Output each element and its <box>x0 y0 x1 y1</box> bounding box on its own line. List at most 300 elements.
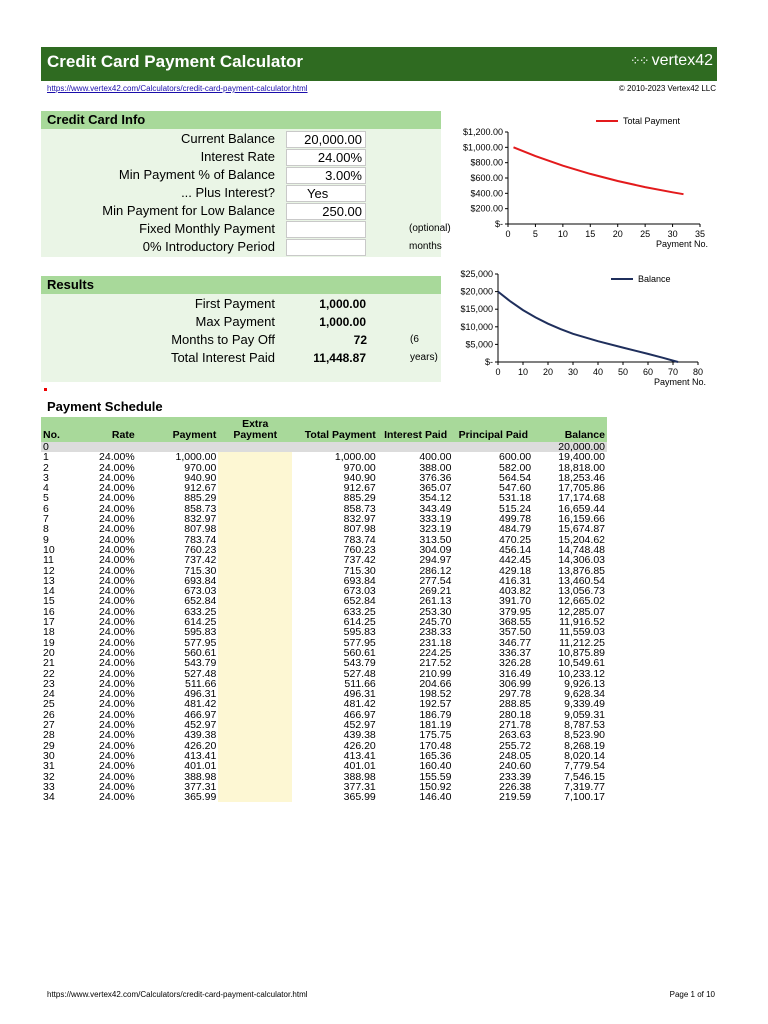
intro-period-row <box>41 238 441 256</box>
cell-principal-paid: 288.85 <box>499 698 532 711</box>
cell-no: 26 <box>43 708 55 721</box>
cell-total-payment: 413.41 <box>343 749 376 762</box>
cell-balance: 9,339.49 <box>564 698 605 711</box>
cell-rate: 24.00% <box>99 564 135 577</box>
cell-no: 23 <box>43 677 55 690</box>
cell-total-payment: 560.61 <box>343 646 376 659</box>
cell-extra-payment[interactable] <box>218 596 292 606</box>
cell-payment: 511.66 <box>185 677 217 690</box>
cell-extra-payment[interactable] <box>218 720 292 730</box>
cell-balance: 17,174.68 <box>558 492 605 505</box>
col-payment: Payment <box>137 417 219 442</box>
cell-payment: 481.42 <box>184 698 217 711</box>
cell-balance: 15,674.87 <box>558 523 605 536</box>
cell-balance: 15,204.62 <box>558 533 605 546</box>
cell-extra-payment[interactable] <box>218 741 292 751</box>
col-extra-payment: Extra Payment <box>218 417 292 442</box>
cell-interest-paid: 160.40 <box>419 760 452 773</box>
x-tick-label: 0 <box>495 367 501 377</box>
cell-rate: 24.00% <box>99 780 135 793</box>
cell-extra-payment[interactable] <box>218 566 292 576</box>
cell-principal-paid: 484.79 <box>499 523 532 536</box>
cell-payment: 783.74 <box>184 533 217 546</box>
cell-interest-paid: 333.19 <box>419 513 452 526</box>
cell-extra-payment[interactable] <box>218 483 292 493</box>
cell-principal-paid: 379.95 <box>499 605 532 618</box>
months-label: Months to Pay Off <box>171 332 275 347</box>
cell-extra-payment[interactable] <box>218 627 292 637</box>
cell-payment: 885.29 <box>184 492 217 505</box>
cell-principal-paid: 470.25 <box>499 533 532 546</box>
cell-total-payment: 377.31 <box>343 780 376 793</box>
cell-payment: 377.31 <box>184 780 217 793</box>
footer-page-number: Page 1 of 10 <box>669 990 715 999</box>
cell-no: 17 <box>43 616 55 629</box>
cell-balance: 14,748.48 <box>558 543 605 556</box>
cell-rate: 24.00% <box>99 698 135 711</box>
logo-mark-icon: ⁘⁘ <box>629 53 648 68</box>
x-tick-label: 70 <box>667 367 679 377</box>
cell-extra-payment[interactable] <box>218 689 292 699</box>
cell-principal-paid: 336.37 <box>499 646 532 659</box>
cell-balance: 10,549.61 <box>558 657 605 670</box>
min-low-label: Min Payment for Low Balance <box>102 203 275 218</box>
schedule-title: Payment Schedule <box>47 399 163 414</box>
total-payment-chart <box>444 112 718 260</box>
intro-period-note: months <box>409 241 442 252</box>
x-tick-label: 5 <box>532 229 538 239</box>
cell-interest-paid: 286.12 <box>419 564 452 577</box>
cell-interest-paid: 245.70 <box>419 616 452 629</box>
y-tick-label: $25,000 <box>460 269 493 279</box>
cell-total-payment: 439.38 <box>343 729 376 742</box>
cell-rate: 24.00% <box>99 667 135 680</box>
cell-extra-payment[interactable] <box>218 524 292 534</box>
cell-balance: 16,659.44 <box>558 502 605 515</box>
cell-balance: 11,916.52 <box>559 616 605 629</box>
cell-rate: 24.00% <box>99 543 135 556</box>
cell-no: 4 <box>43 482 49 495</box>
cell-rate: 24.00% <box>99 729 135 742</box>
cell-interest-paid: 313.50 <box>419 533 452 546</box>
intro-period-input[interactable] <box>286 239 366 256</box>
cell-extra-payment[interactable] <box>218 782 292 792</box>
cell-principal-paid: 600.00 <box>499 451 532 464</box>
cell-balance: 11,559.03 <box>559 626 605 639</box>
y-tick-label: $1,000.00 <box>462 142 503 153</box>
cell-principal-paid: 233.39 <box>499 770 532 783</box>
cell-extra-payment[interactable] <box>218 761 292 771</box>
cell-no: 6 <box>43 502 49 515</box>
fixed-payment-note: (optional) <box>409 223 451 234</box>
cell-principal-paid: 515.24 <box>499 502 532 515</box>
cell-principal-paid: 263.63 <box>499 729 532 742</box>
cell-interest-paid: 181.19 <box>419 719 452 732</box>
cell-total-payment: 832.97 <box>343 513 376 526</box>
col-rate: Rate <box>75 417 137 442</box>
cell-no: 22 <box>43 667 55 680</box>
cell-principal-paid: 499.78 <box>499 513 532 526</box>
cell-payment: 760.23 <box>184 543 217 556</box>
cell-extra-payment[interactable] <box>218 463 292 473</box>
col-principal-paid: Principal Paid <box>453 417 533 442</box>
cell-extra-payment[interactable] <box>218 710 292 720</box>
cell-balance: 12,665.02 <box>558 595 605 608</box>
cell-balance: 17,705.86 <box>558 482 605 495</box>
cell-payment: 496.31 <box>184 688 217 701</box>
cell-no: 9 <box>43 533 49 546</box>
cell-extra-payment[interactable] <box>218 555 292 565</box>
intro-period-label: 0% Introductory Period <box>142 239 275 254</box>
source-link[interactable]: https://www.vertex42.com/Calculators/credit-card-payment-calculator.html <box>47 84 308 93</box>
cell-payment: 832.97 <box>184 513 217 526</box>
cell-principal-paid: 403.82 <box>499 585 532 598</box>
table-header-row <box>41 417 607 442</box>
cell-rate: 24.00% <box>99 574 135 587</box>
total-interest-row <box>41 349 441 367</box>
cell-total-payment: 543.79 <box>343 657 376 670</box>
cell-extra-payment[interactable] <box>218 699 292 709</box>
y-tick-label: $1,200.00 <box>462 127 503 137</box>
cell-principal-paid: 564.54 <box>499 471 532 484</box>
cell-payment: 652.84 <box>184 595 217 608</box>
x-tick-label: 20 <box>612 229 623 239</box>
cell-principal-paid: 416.31 <box>499 574 532 587</box>
x-tick-label: 10 <box>557 229 568 239</box>
cell-payment: 401.01 <box>184 760 217 773</box>
cell-no: 15 <box>43 595 55 608</box>
cell-interest-paid: 294.97 <box>419 554 452 567</box>
cell-principal-paid: 240.60 <box>499 760 532 773</box>
page-title: Credit Card Payment Calculator <box>47 52 304 71</box>
cell-total-payment: 912.67 <box>343 482 376 495</box>
cell-total-payment: 1,000.00 <box>334 451 376 464</box>
cell-total-payment: 970.00 <box>343 461 376 474</box>
cell-total-payment: 388.98 <box>343 770 376 783</box>
cell-rate: 24.00% <box>99 749 135 762</box>
fixed-payment-row <box>41 220 451 238</box>
cell-balance: 19,400.00 <box>558 451 605 464</box>
cell-total-payment: 807.98 <box>343 523 376 536</box>
cell-no: 24 <box>43 688 55 701</box>
interest-rate-row <box>41 148 441 166</box>
cell-extra-payment[interactable] <box>218 586 292 596</box>
cell-balance: 9,628.34 <box>564 688 605 701</box>
cell-extra-payment[interactable] <box>218 730 292 740</box>
first-payment-row <box>41 295 441 313</box>
fixed-payment-input[interactable] <box>286 221 366 238</box>
cell-extra-payment[interactable] <box>218 473 292 483</box>
cell-payment: 970.00 <box>184 461 217 474</box>
cell-extra-payment[interactable] <box>218 545 292 555</box>
cell-payment: 439.38 <box>184 729 217 742</box>
cell-payment: 1,000.00 <box>175 451 217 464</box>
cell-no: 25 <box>43 698 55 711</box>
cell-payment: 365.99 <box>184 791 217 804</box>
cell-principal-paid: 346.77 <box>499 636 532 649</box>
cell-no: 18 <box>43 626 55 639</box>
cell-total-payment: 481.42 <box>343 698 376 711</box>
cell-extra-payment[interactable] <box>218 669 292 679</box>
cell-balance: 7,319.77 <box>564 780 605 793</box>
cell-payment: 452.97 <box>184 719 217 732</box>
y-tick-label: $200.00 <box>470 203 503 214</box>
cell-principal-paid: 306.99 <box>499 677 532 690</box>
cell-rate: 24.00% <box>99 708 135 721</box>
cell-rate: 24.00% <box>99 646 135 659</box>
cell-principal-paid: 219.59 <box>499 791 532 804</box>
cell-payment: 737.42 <box>184 554 217 567</box>
col-no: No. <box>41 417 75 442</box>
current-balance-row <box>41 130 441 148</box>
min-pct-input[interactable]: 3.00% <box>286 167 366 184</box>
cell-balance: 20,000.00 <box>533 442 607 452</box>
plus-interest-select[interactable]: Yes <box>286 185 366 202</box>
cell-balance: 13,056.73 <box>558 585 605 598</box>
cell-interest-paid: 238.33 <box>419 626 452 639</box>
cell-payment: 633.25 <box>184 605 217 618</box>
cell-extra-payment[interactable] <box>218 452 292 462</box>
cell-rate: 24.00% <box>99 595 135 608</box>
cell-extra-payment[interactable] <box>218 535 292 545</box>
cell-interest-paid: 198.52 <box>419 688 452 701</box>
logo-text: vertex42 <box>651 52 713 69</box>
cell-interest-paid: 388.00 <box>419 461 452 474</box>
cell-interest-paid: 224.25 <box>419 646 452 659</box>
cell-principal-paid: 429.18 <box>499 564 532 577</box>
total-interest-label: Total Interest Paid <box>170 350 275 365</box>
cell-rate: 24.00% <box>99 677 135 690</box>
cell-interest-paid: 400.00 <box>419 451 452 464</box>
x-axis-label: Payment No. <box>655 239 708 249</box>
cell-extra-payment[interactable] <box>218 514 292 524</box>
interest-rate-label: Interest Rate <box>200 149 275 164</box>
cell-extra-payment[interactable] <box>218 617 292 627</box>
min-low-row <box>41 202 441 220</box>
cell-extra-payment[interactable] <box>218 648 292 658</box>
cell-payment: 577.95 <box>184 636 217 649</box>
cell-rate: 24.00% <box>99 451 135 464</box>
cell-principal-paid: 297.78 <box>499 688 532 701</box>
cell-payment: 388.98 <box>184 770 217 783</box>
cell-payment: 715.30 <box>184 564 217 577</box>
interest-rate-input[interactable]: 24.00% <box>286 149 366 166</box>
x-tick-label: 60 <box>642 367 654 377</box>
cell-no: 28 <box>43 729 55 742</box>
cell-total-payment: 511.66 <box>344 677 376 690</box>
cell-balance: 10,233.12 <box>558 667 605 680</box>
cell-extra-payment[interactable] <box>218 751 292 761</box>
col-total-payment: Total Payment <box>292 417 378 442</box>
cell-interest-paid: 165.36 <box>419 749 452 762</box>
cell-no: 8 <box>43 523 49 536</box>
cell-interest-paid: 277.54 <box>419 574 452 587</box>
cell-interest-paid: 204.66 <box>419 677 452 690</box>
cell-interest-paid: 217.52 <box>419 657 452 670</box>
cell-total-payment: 940.90 <box>343 471 376 484</box>
cell-extra-payment[interactable] <box>218 576 292 586</box>
cell-no: 19 <box>43 636 55 649</box>
cell-total-payment: 365.99 <box>343 791 376 804</box>
y-tick-label: $5,000 <box>465 339 493 350</box>
red-marker <box>44 388 47 391</box>
total-interest-value: 11,448.87 <box>313 351 366 365</box>
cell-balance: 9,926.13 <box>564 677 605 690</box>
cell-balance: 8,020.14 <box>564 749 605 762</box>
cell-principal-paid: 271.78 <box>499 719 532 732</box>
cell-interest-paid: 210.99 <box>419 667 452 680</box>
cell-total-payment: 737.42 <box>343 554 376 567</box>
cell-rate: 24.00% <box>99 688 135 701</box>
cell-interest-paid: 150.92 <box>419 780 452 793</box>
cell-no: 2 <box>43 461 49 474</box>
cell-total-payment: 527.48 <box>343 667 376 680</box>
cell-no: 7 <box>43 513 49 526</box>
cell-interest-paid: 146.40 <box>419 791 452 804</box>
cell-interest-paid: 175.75 <box>419 729 452 742</box>
cell-balance: 14,306.03 <box>558 554 605 567</box>
cell-no: 16 <box>43 605 55 618</box>
cell-balance: 18,818.00 <box>558 461 605 474</box>
cell-interest-paid: 323.19 <box>419 523 452 536</box>
cell-total-payment: 858.73 <box>343 502 376 515</box>
cell-rate: 24.00% <box>99 471 135 484</box>
fixed-payment-label: Fixed Monthly Payment <box>139 221 275 236</box>
cell-interest-paid: 376.36 <box>419 471 452 484</box>
cell-no: 11 <box>43 554 54 567</box>
cell-total-payment: 452.97 <box>343 719 376 732</box>
cell-total-payment: 633.25 <box>343 605 376 618</box>
cell-interest-paid: 343.49 <box>419 502 452 515</box>
cell-total-payment: 466.97 <box>343 708 376 721</box>
legend-label: Balance <box>638 274 671 284</box>
col-interest-paid: Interest Paid <box>378 417 454 442</box>
cell-payment: 543.79 <box>184 657 217 670</box>
cell-balance: 12,285.07 <box>558 605 605 618</box>
cell-total-payment: 614.25 <box>343 616 376 629</box>
balance-chart <box>444 266 718 398</box>
copyright: © 2010-2023 Vertex42 LLC <box>618 84 716 93</box>
cell-rate: 24.00% <box>99 626 135 639</box>
cell-balance: 9,059.31 <box>564 708 605 721</box>
cell-extra-payment[interactable] <box>218 772 292 782</box>
cell-payment: 413.41 <box>184 749 217 762</box>
cell-interest-paid: 231.18 <box>419 636 452 649</box>
cell-balance: 8,268.19 <box>564 739 605 752</box>
cell-no: 31 <box>43 760 55 773</box>
cell-payment: 693.84 <box>184 574 217 587</box>
cell-principal-paid: 442.45 <box>499 554 532 567</box>
cell-balance: 8,523.90 <box>564 729 605 742</box>
cell-extra-payment[interactable] <box>218 792 292 802</box>
cell-rate: 24.00% <box>99 657 135 670</box>
first-payment-value: 1,000.00 <box>319 297 366 311</box>
cell-principal-paid: 391.70 <box>499 595 532 608</box>
x-tick-label: 30 <box>567 367 579 377</box>
cell-interest-paid: 365.07 <box>419 482 452 495</box>
cell-payment: 466.97 <box>184 708 217 721</box>
cell-no: 12 <box>43 564 55 577</box>
cell-no: 5 <box>43 492 49 505</box>
cell-rate: 24.00% <box>99 502 135 515</box>
series-line <box>514 147 684 194</box>
cell-balance: 7,546.15 <box>564 770 605 783</box>
x-tick-label: 40 <box>592 367 604 377</box>
cell-principal-paid: 248.05 <box>499 749 532 762</box>
cell-interest-paid: 304.09 <box>419 543 452 556</box>
cell-total-payment: 401.01 <box>343 760 376 773</box>
cell-total-payment: 577.95 <box>343 636 376 649</box>
cell-principal-paid: 582.00 <box>499 461 532 474</box>
cell-principal-paid: 255.72 <box>499 739 532 752</box>
cell-payment: 940.90 <box>184 471 217 484</box>
months-value: 72 <box>353 333 367 347</box>
x-tick-label: 80 <box>692 367 704 377</box>
cell-no: 10 <box>43 543 55 556</box>
cell-no: 20 <box>43 646 55 659</box>
cell-total-payment: 760.23 <box>343 543 376 556</box>
col-balance: Balance <box>533 417 607 442</box>
cell-total-payment: 783.74 <box>343 533 376 546</box>
x-tick-label: 50 <box>617 367 629 377</box>
cell-no: 30 <box>43 749 55 762</box>
cell-extra-payment[interactable] <box>218 658 292 668</box>
cell-balance: 7,779.54 <box>564 760 605 773</box>
cell-interest-paid: 253.30 <box>419 605 452 618</box>
cell-rate: 24.00% <box>99 461 135 474</box>
cell-rate: 24.00% <box>99 739 135 752</box>
cell-principal-paid: 316.49 <box>499 667 532 680</box>
max-payment-label: Max Payment <box>195 314 275 329</box>
table-row <box>41 792 607 802</box>
cell-payment: 527.48 <box>184 667 217 680</box>
y-tick-label: $20,000 <box>460 286 493 297</box>
cell-rate: 24.00% <box>99 760 135 773</box>
x-tick-label: 35 <box>694 229 706 239</box>
payment-schedule-table <box>41 417 607 802</box>
x-tick-label: 30 <box>667 229 678 239</box>
x-axis-label: Payment No. <box>653 377 706 387</box>
cell-total-payment: 673.03 <box>343 585 376 598</box>
cell-extra-payment[interactable] <box>218 504 292 514</box>
credit-card-info-heading: Credit Card Info <box>41 111 441 129</box>
first-payment-label: First Payment <box>194 296 275 311</box>
cell-payment: 858.73 <box>184 502 217 515</box>
current-balance-input[interactable]: 20,000.00 <box>286 131 366 148</box>
cell-extra-payment[interactable] <box>218 638 292 648</box>
cell-balance: 13,876.85 <box>558 564 605 577</box>
cell-balance: 8,787.53 <box>564 719 605 732</box>
x-tick-label: 20 <box>542 367 554 377</box>
cell-no: 14 <box>43 585 55 598</box>
cell-principal-paid: 456.14 <box>499 543 532 556</box>
cell-principal-paid: 280.18 <box>499 708 532 721</box>
min-low-input[interactable]: 250.00 <box>286 203 366 220</box>
cell-extra-payment[interactable] <box>218 607 292 617</box>
y-tick-label: $- <box>484 357 493 367</box>
cell-no: 3 <box>43 471 49 484</box>
cell-extra-payment[interactable] <box>218 493 292 503</box>
cell-extra-payment[interactable] <box>218 679 292 689</box>
cell-payment: 560.61 <box>184 646 217 659</box>
x-tick-label: 15 <box>585 229 596 239</box>
y-tick-label: $- <box>494 219 503 229</box>
x-tick-label: 10 <box>517 367 529 377</box>
cell-no: 32 <box>43 770 55 783</box>
cell-balance: 13,460.54 <box>558 574 605 587</box>
cell-rate: 24.00% <box>99 616 135 629</box>
cell-extra-payment[interactable] <box>218 442 292 452</box>
